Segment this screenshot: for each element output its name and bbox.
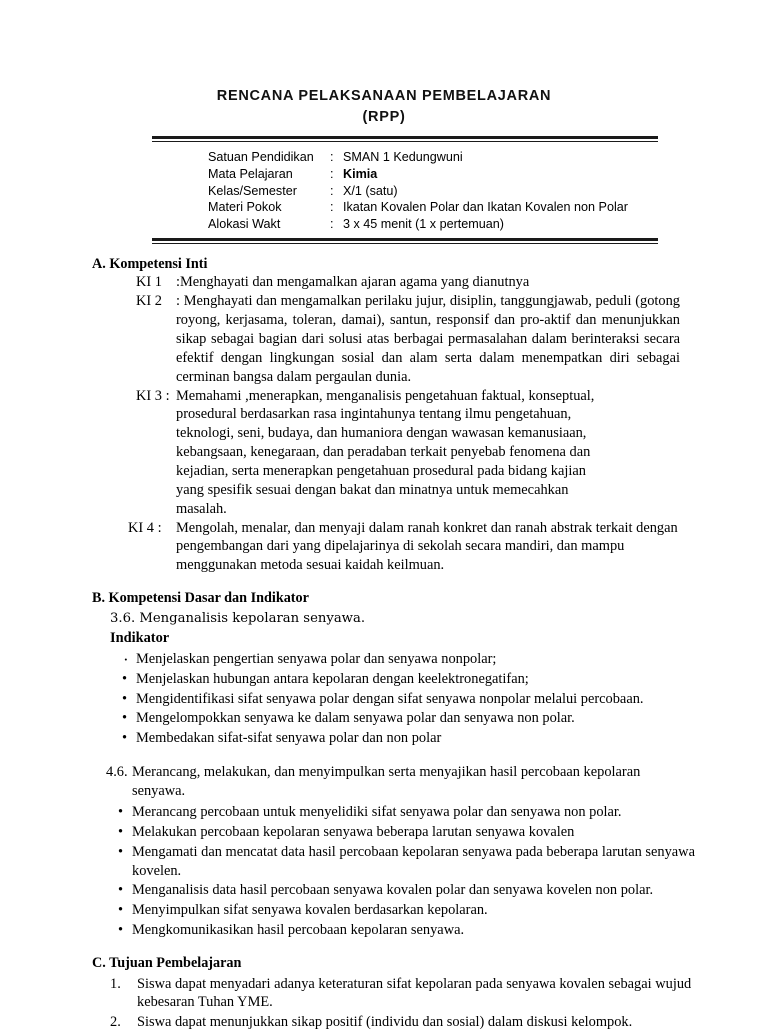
ki-text: Mengolah, menalar, dan menyaji dalam ranah konkret dan ranah abstrak terkait dengan pengembangan dari yang dipelajarinya di sekolah secara mandiri, dan mampu menggunakan metoda sesuai kaidah keilmuan. — [176, 519, 678, 574]
document-body — [0, 255, 768, 1032]
meta-value: 3 x 45 menit (1 x pertemuan) — [343, 217, 504, 232]
meta-separator: : — [330, 166, 334, 181]
header-rule-top — [152, 136, 658, 142]
list-item: • Menganalisis data hasil percobaan senyawa kovalen polar dan senyawa kovelen non polar. — [118, 881, 696, 900]
ki-tag: KI 4 : — [128, 519, 162, 536]
meta-row-kelas-semester — [208, 183, 628, 200]
list-item: · Menjelaskan pengertian senyawa polar dan senyawa nonpolar; — [122, 650, 686, 669]
ki-item-2 — [136, 292, 680, 386]
indikator-list-36 — [0, 650, 768, 748]
kd-46-text: Merancang, melakukan, dan menyimpulkan serta menyajikan hasil percobaan kepolaran senyawa. — [132, 764, 641, 800]
meta-value: Ikatan Kovalen Polar dan Ikatan Kovalen non Polar — [343, 200, 628, 215]
ki-item-3 — [136, 387, 600, 519]
meta-label: Kelas/Semester — [208, 183, 297, 198]
list-item-text: Siswa dapat menunjukkan sikap positif (individu dan sosial) dalam diskusi kelompok. — [137, 1014, 633, 1031]
document-title-line1: RENCANA PELAKSANAAN PEMBELAJARAN — [216, 88, 552, 104]
ki-tag: KI 2 — [136, 293, 162, 310]
rule-thin-line — [152, 243, 658, 244]
section-heading-tujuan-pembelajaran: C. Tujuan Pembelajaran — [92, 954, 242, 971]
ki-text: Memahami ,menerapkan, menganalisis pengetahuan faktual, konseptual, prosedural berdasarkan rasa ingintahunya tentang ilmu pengetahuan, teknologi, seni, budaya, dan humaniora dengan wawasan kemanusiaan, kebangsaan, kenegaraan, dan peradaban terkait penyebab fenomena dan kejadian, serta menerapkan pengetahuan prosedural pada bidang kajian yang spesifik sesuai dengan bakat dan minatnya untuk memecahkan masalah. — [176, 387, 595, 517]
ki-text: : Menghayati dan mengamalkan perilaku jujur, disiplin, tanggungjawab, peduli (gotong royong, kerjasama, toleran, damai), santun, responsif dan pro-aktif dan menunjukkan sikap sebagai bagian dari solusi atas berbagai permasalahan dalam berinteraksi secara efektif dengan lingkungan sosial dan alam serta dalam menempatkan diri sebagai cerminan bangsa dalam pergaulan dunia. — [176, 293, 680, 385]
meta-row-materi-pokok — [208, 199, 628, 216]
meta-value: X/1 (satu) — [343, 183, 398, 198]
kd-36-line: 3.6. Menganalisis kepolaran senyawa. — [110, 610, 366, 626]
meta-label: Satuan Pendidikan — [208, 150, 314, 165]
list-item — [110, 1013, 694, 1032]
ki-item-4 — [128, 519, 684, 576]
rule-thin-line — [152, 141, 658, 142]
header-meta-body — [208, 149, 628, 233]
meta-label: Materi Pokok — [208, 200, 282, 215]
kd-46-line — [106, 763, 658, 801]
document-title — [0, 0, 768, 127]
list-item: • Mengidentifikasi sifat senyawa polar dengan sifat senyawa nonpolar melalui percobaan. — [122, 690, 686, 709]
meta-row-alokasi-waktu — [208, 216, 628, 233]
list-item: • Merancang percobaan untuk menyelidiki sifat senyawa polar dan senyawa non polar. — [118, 803, 696, 822]
indikator-label: Indikator — [110, 630, 170, 647]
tujuan-list — [0, 975, 768, 1032]
section-heading-kompetensi-inti: A. Kompetensi Inti — [92, 255, 208, 272]
list-item: • Melakukan percobaan kepolaran senyawa beberapa larutan senyawa kovalen — [118, 823, 696, 842]
list-item: • Membedakan sifat-sifat senyawa polar dan non polar — [122, 729, 686, 748]
meta-separator: : — [330, 183, 334, 198]
meta-row-mata-pelajaran — [208, 166, 628, 183]
list-item: • Mengamati dan mencatat data hasil percobaan kepolaran senyawa pada beberapa larutan senyawa kovelen. — [118, 843, 696, 881]
list-item: • Menjelaskan hubungan antara kepolaran dengan keelektronegatifan; — [122, 670, 686, 689]
list-item: • Menyimpulkan sifat senyawa kovalen berdasarkan kepolaran. — [118, 901, 696, 920]
meta-separator: : — [330, 217, 334, 232]
meta-value: SMAN 1 Kedungwuni — [343, 150, 463, 165]
meta-separator: : — [330, 150, 334, 165]
ki-tag: KI 1 — [136, 274, 162, 291]
list-item: • Mengelompokkan senyawa ke dalam senyawa polar dan senyawa non polar. — [122, 709, 686, 728]
list-item — [110, 975, 694, 1013]
section-heading-kompetensi-dasar: B. Kompetensi Dasar dan Indikator — [92, 590, 309, 607]
list-item-text: Siswa dapat menyadari adanya keteraturan sifat kepolaran pada senyawa kovalen sebagai wujud kebesaran Tuhan YME. — [137, 975, 692, 1011]
meta-separator: : — [330, 200, 334, 215]
ki-tag: KI 3 : — [136, 387, 170, 404]
ki-item-1 — [136, 273, 680, 292]
kd-46-number: 4.6. — [106, 764, 128, 781]
header-rule-bottom — [152, 238, 658, 244]
ki-text: :Menghayati dan mengamalkan ajaran agama yang dianutnya — [176, 274, 530, 291]
list-item: • Mengkomunikasikan hasil percobaan kepolaran senyawa. — [118, 921, 696, 940]
meta-label: Mata Pelajaran — [208, 166, 293, 181]
header-meta-table — [208, 149, 628, 233]
indikator-list-46 — [0, 803, 768, 940]
meta-label: Alokasi Wakt — [208, 217, 281, 232]
list-item-number: 1. — [110, 975, 121, 992]
document-title-line2: (RPP) — [362, 108, 406, 125]
meta-value: Kimia — [343, 166, 378, 181]
list-item-number: 2. — [110, 1014, 121, 1031]
meta-row-satuan-pendidikan — [208, 149, 628, 166]
